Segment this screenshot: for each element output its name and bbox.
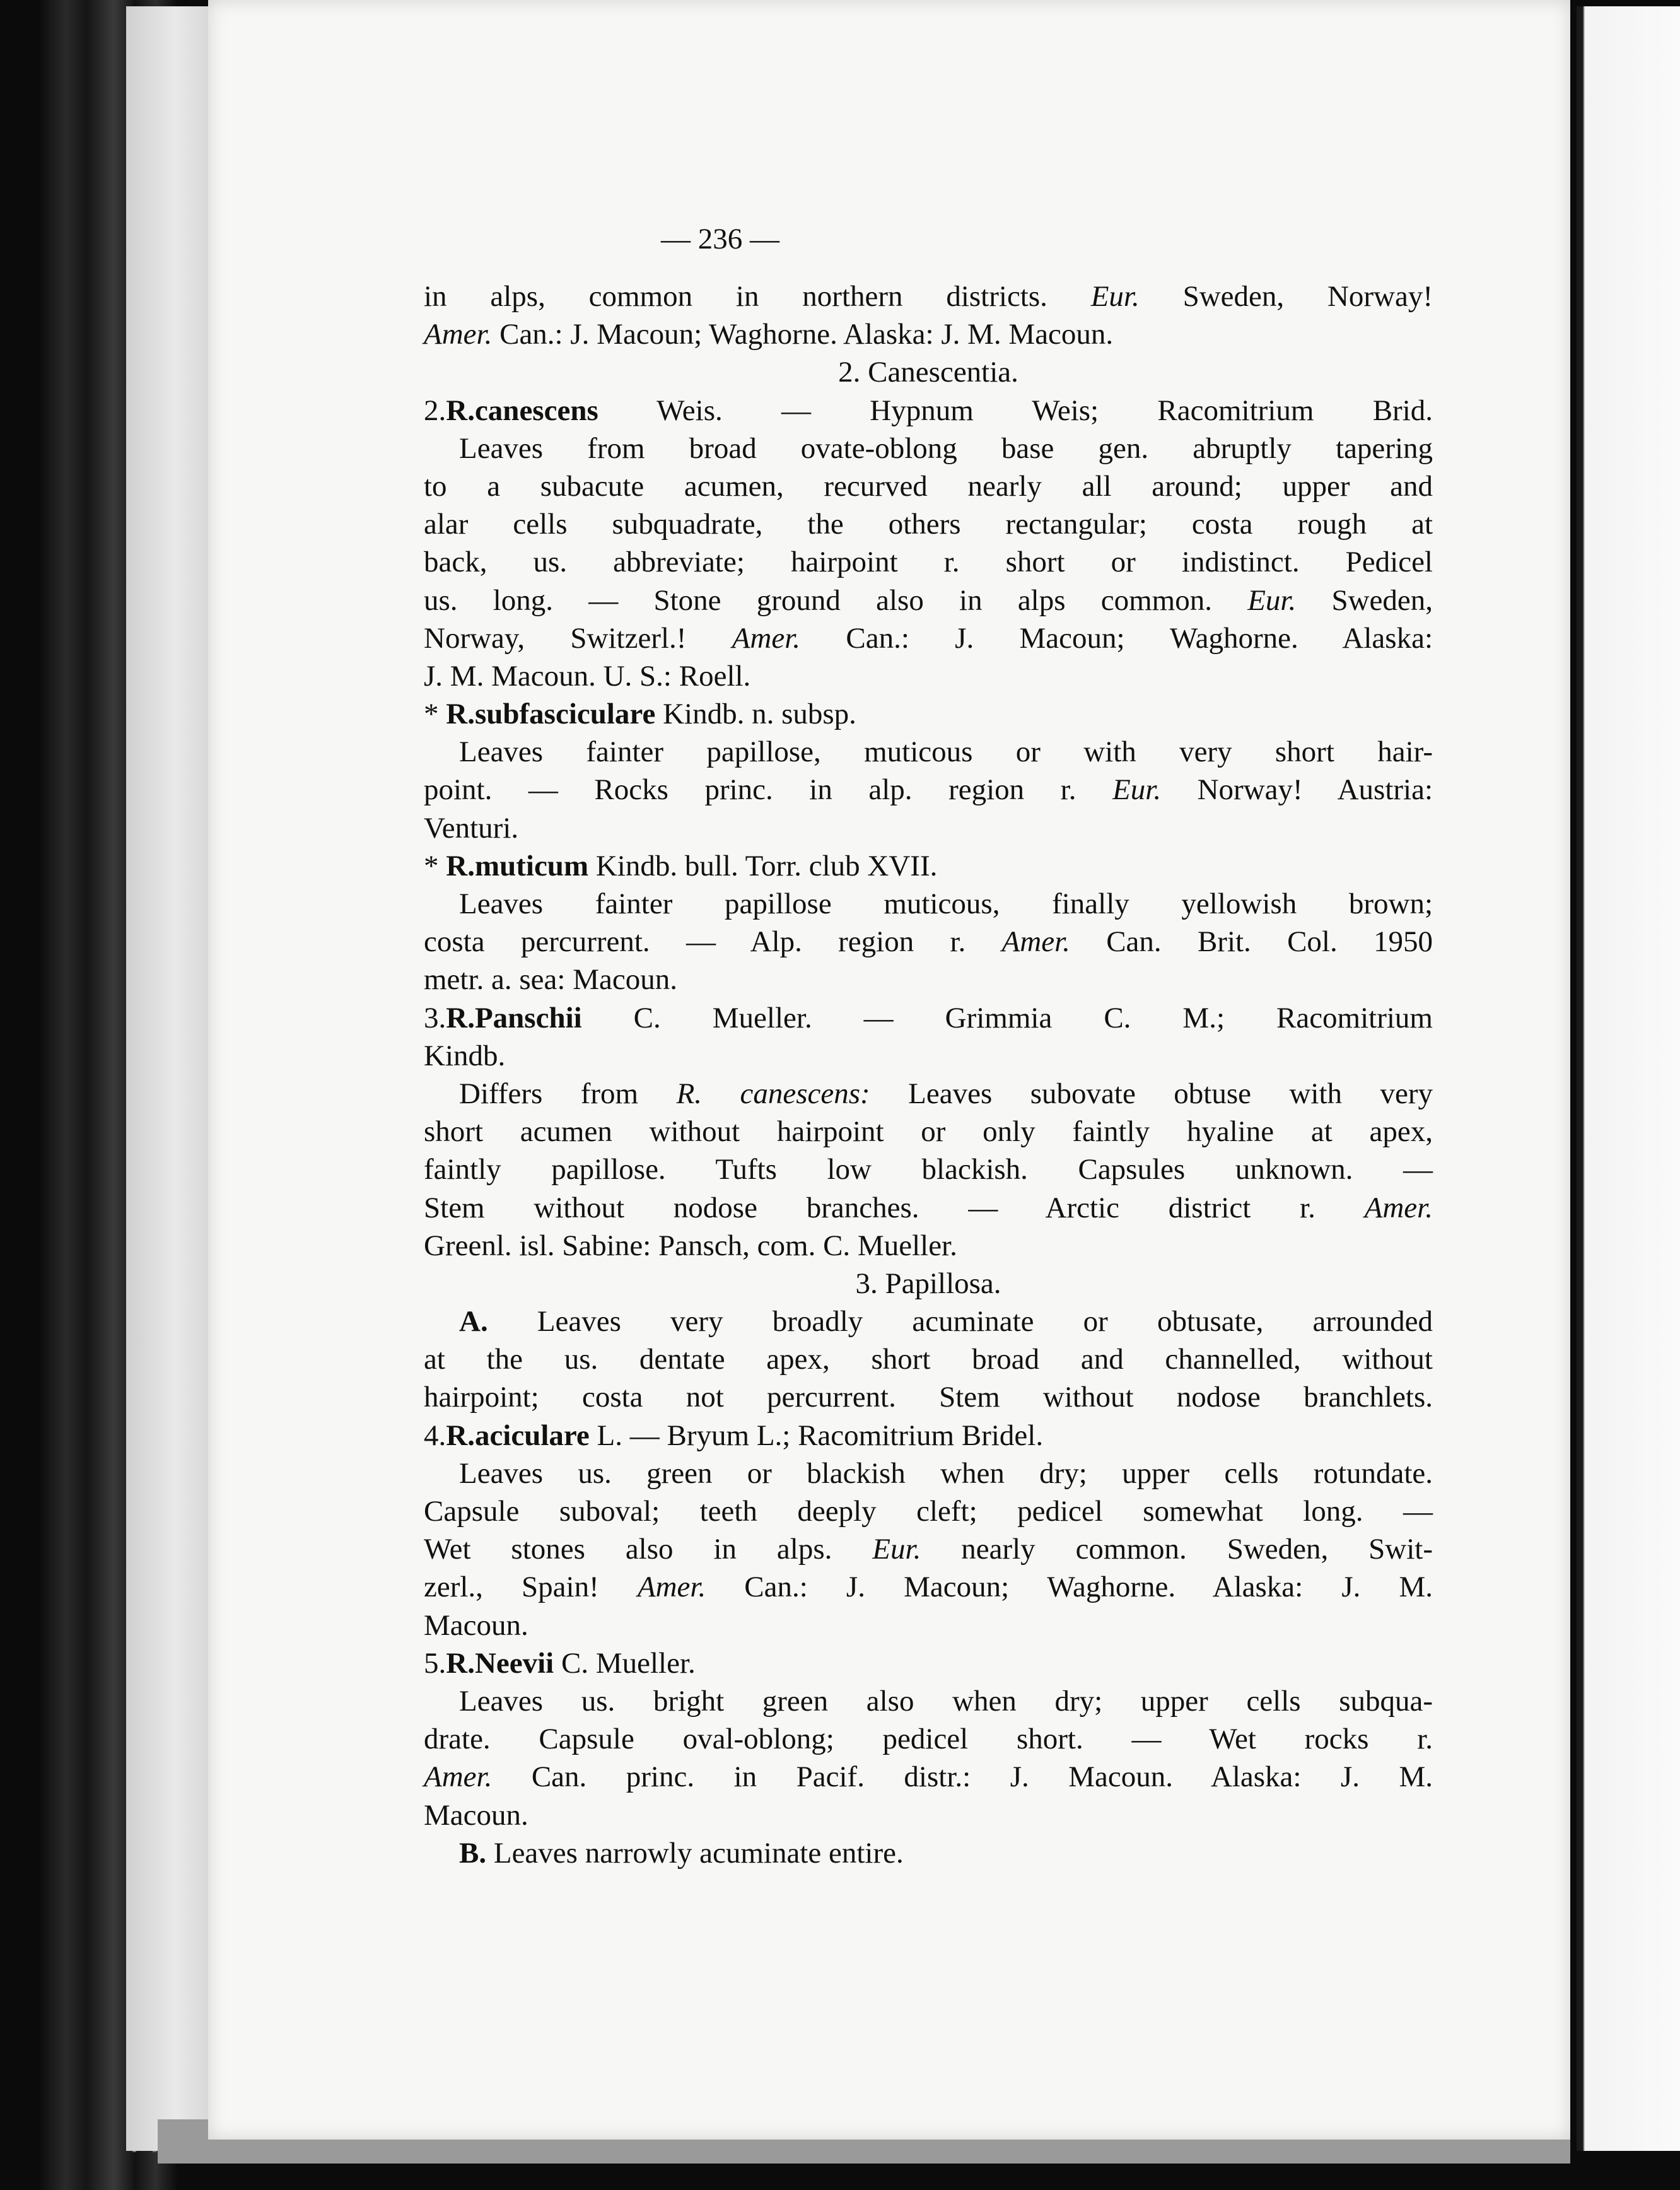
line-text: Sweden, [1296,583,1433,617]
text-line [424,1720,1433,1758]
species-name: B. [459,1836,487,1870]
line-text: Can. princ. in Pacif. distr.: J. Macoun. Alaska: J. M. [492,1760,1433,1794]
text-line [424,1758,1433,1796]
text-line [424,1492,1433,1530]
line-text: * [424,698,446,731]
line-text: Norway, Switzerl.! [424,621,732,655]
text-line [424,771,1433,809]
text-line [424,847,1433,885]
text-line [424,1417,1433,1455]
line-text: 2. Canescentia. [838,356,1018,389]
line-text: 3. [424,1001,446,1034]
line-text: Greenl. isl. Sabine: Pansch, com. C. Mueller. [424,1229,957,1262]
page-text-body [424,278,1433,1872]
line-text: L. — Bryum L.; Racomitrium Bridel. [589,1419,1044,1452]
italic-text: Amer. [1001,925,1070,959]
line-text: Weis. — Hypnum Weis; Racomitrium Brid. [598,394,1433,427]
text-line [424,1568,1433,1606]
line-text: Norway! Austria: [1161,773,1433,807]
line-text: 5. [424,1646,446,1680]
text-line [424,315,1433,353]
line-text: back, us. abbreviate; hairpoint r. short or indistinct. Pedicel [424,546,1433,579]
line-text: Kindb. n. subsp. [655,698,856,731]
italic-text: Amer. [1364,1191,1433,1224]
line-text: us. long. — Stone ground also in alps common. [424,583,1248,617]
text-line [424,961,1433,998]
line-text: C. Mueller. — Grimmia C. M.; Racomitrium [581,1001,1433,1034]
italic-text: Amer. [637,1571,706,1604]
text-line [424,695,1433,733]
line-text: nearly common. Sweden, Swit- [921,1533,1433,1566]
line-text: costa percurrent. — Alp. region r. [424,925,1002,959]
line-text: Leaves from broad ovate-oblong base gen. abruptly tapering [459,431,1433,465]
text-line [424,923,1433,961]
line-text: 2. [424,394,446,427]
line-text: Can. Brit. Col. 1950 [1070,925,1433,959]
text-line [424,1113,1433,1151]
text-line [424,430,1433,467]
text-line [424,1227,1433,1265]
text-line [424,543,1433,581]
text-line [424,1455,1433,1492]
text-line [424,809,1433,847]
line-text: Stem without nodose branches. — Arctic district r. [424,1191,1365,1224]
line-text: Kindb. bull. Torr. club XVII. [588,849,938,882]
line-text: zerl., Spain! [424,1571,638,1604]
species-name: R.aciculare [446,1419,590,1452]
line-text: Differs from [459,1077,677,1110]
line-text: J. M. Macoun. U. S.: Roell. [424,659,751,693]
italic-text: Amer. [424,1760,493,1794]
text-line [424,353,1433,391]
species-name: A. [459,1305,488,1338]
text-line [424,1151,1433,1188]
line-text: Leaves fainter papillose muticous, finally yellowish brown; [459,887,1433,920]
text-line [424,885,1433,923]
line-text: Can.: J. Macoun; Waghorne. Alaska: J. M. [706,1571,1433,1604]
line-text: Can.: J. Macoun; Waghorne. Alaska: [800,621,1433,655]
line-text: Leaves us. green or blackish when dry; upper cells rotundate. [459,1456,1433,1490]
next-page-edge [1577,6,1680,2151]
text-line [424,1265,1433,1303]
text-line [424,1378,1433,1416]
line-text: * [424,849,446,882]
line-text: Leaves fainter papillose, muticous or with very short hair- [459,735,1433,769]
text-line [424,1303,1433,1340]
line-text: to a subacute acumen, recurved nearly all around; upper and [424,469,1433,503]
text-line [424,1075,1433,1113]
text-line [424,1607,1433,1644]
italic-text: R. canescens: [676,1077,870,1110]
text-line [424,1037,1433,1075]
line-text: Macoun. [424,1608,528,1642]
line-text: Macoun. [424,1798,528,1832]
line-text: faintly papillose. Tufts low blackish. Capsules unknown. — [424,1153,1433,1186]
line-text: in alps, common in northern districts. [424,280,1091,313]
text-line [424,999,1433,1037]
text-line [424,467,1433,505]
line-text: metr. a. sea: Macoun. [424,963,677,997]
italic-text: Eur. [1112,773,1162,807]
line-text: 4. [424,1419,446,1452]
species-name: R.Neevii [446,1646,554,1680]
line-text: Leaves very broadly acuminate or obtusate, arrounded [487,1305,1433,1338]
italic-text: Amer. [732,621,801,655]
line-text: Can.: J. Macoun; Waghorne. Alaska: J. M. Macoun. [492,318,1114,351]
line-text: short acumen without hairpoint or only faintly hyaline at apex, [424,1115,1433,1149]
page-number: — 236 — [661,223,779,255]
line-text: Leaves subovate obtuse with very [870,1077,1433,1110]
line-text: hairpoint; costa not percurrent. Stem without nodose branchlets. [424,1381,1433,1414]
line-text: drate. Capsule oval-oblong; pedicel short. — Wet rocks r. [424,1723,1433,1756]
line-text: Capsule suboval; teeth deeply cleft; pedicel somewhat long. — [424,1495,1433,1528]
text-line [424,1834,1433,1872]
text-line [424,1530,1433,1568]
text-line [424,582,1433,619]
text-line [424,733,1433,771]
line-text: Venturi. [424,811,519,845]
previous-page-edge [126,6,208,2151]
line-text: at the us. dentate apex, short broad and channelled, without [424,1343,1433,1376]
text-line [424,1644,1433,1682]
text-line [424,278,1433,315]
italic-text: Eur. [872,1533,921,1566]
species-name: R.canescens [446,394,598,427]
line-text: Wet stones also in alps. [424,1533,873,1566]
line-text: 3. Papillosa. [855,1267,1001,1300]
italic-text: Eur. [1090,280,1140,313]
line-text: point. — Rocks princ. in alp. region r. [424,773,1113,807]
italic-text: Amer. [424,318,493,351]
line-text: Sweden, Norway! [1139,280,1433,313]
text-line [424,392,1433,430]
text-line [424,1189,1433,1227]
species-name: R.muticum [446,849,589,882]
line-text: Leaves us. bright green also when dry; upper cells subqua- [459,1684,1433,1718]
text-line [424,1340,1433,1378]
text-line [424,505,1433,543]
italic-text: Eur. [1247,583,1297,617]
text-line [424,657,1433,695]
line-text: Leaves narrowly acuminate entire. [486,1836,904,1870]
line-text: C. Mueller. [554,1646,696,1680]
species-name: R.Panschii [446,1001,582,1034]
line-text: alar cells subquadrate, the others rectangular; costa rough at [424,508,1433,541]
text-line [424,619,1433,657]
species-name: R.subfasciculare [446,698,656,731]
text-line [424,1796,1433,1834]
line-text: Kindb. [424,1039,506,1072]
text-line [424,1682,1433,1720]
